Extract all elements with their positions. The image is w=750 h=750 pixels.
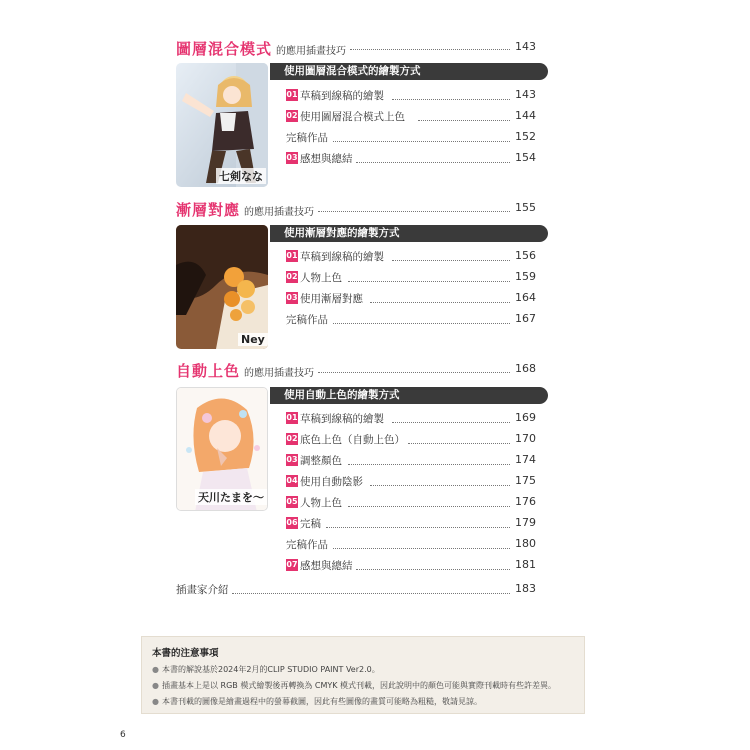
toc-item-label: 插畫家介紹: [176, 583, 229, 596]
page-ref: 164: [515, 291, 536, 304]
leader-dots: [370, 485, 510, 486]
toc-item-label: 底色上色（自動上色）: [300, 433, 405, 446]
toc-item[interactable]: [286, 312, 328, 326]
toc-item-label: 完稿作品: [286, 313, 328, 326]
bullet-icon: ●: [152, 681, 159, 690]
toc-item[interactable]: [286, 432, 405, 446]
step-number-badge: 03: [286, 455, 298, 464]
toc-item-label: 草稿到線稿的繪製: [300, 250, 384, 263]
page-ref: 152: [515, 130, 536, 143]
toc-item-label: 人物上色: [300, 271, 342, 284]
toc-item[interactable]: [286, 109, 405, 123]
section-title-text: 漸層對應: [176, 201, 241, 219]
leader-dots: [318, 372, 510, 373]
page-ref: 155: [515, 201, 536, 214]
section-title-2: [176, 199, 314, 220]
toc-item[interactable]: [286, 411, 384, 425]
artist-name: Ney: [238, 333, 268, 346]
toc-item-label: 感想與總結: [300, 559, 353, 572]
toc-item-label: 使用漸層對應: [300, 292, 363, 305]
section-title-text: 圖層混合模式: [176, 40, 273, 58]
toc-item-label: 草稿到線稿的繪製: [300, 412, 384, 425]
page-ref: 175: [515, 474, 536, 487]
toc-item-label: 完稿作品: [286, 538, 328, 551]
notes-title: 本書的注意事項: [152, 648, 219, 659]
leader-dots: [392, 422, 510, 423]
section-title-text: 自動上色: [176, 362, 241, 380]
page-ref: 159: [515, 270, 536, 283]
page-number: 6: [120, 730, 126, 740]
leader-dots: [333, 323, 510, 324]
toc-item[interactable]: [286, 249, 384, 263]
leader-dots: [356, 162, 510, 163]
step-number-badge: 03: [286, 153, 298, 162]
illustration-thumbnail-3: [176, 387, 268, 511]
note-item: [152, 678, 574, 694]
toc-item[interactable]: [286, 88, 384, 102]
section-title-suffix: 的應用插畫技巧: [276, 46, 347, 57]
step-number-badge: 03: [286, 293, 298, 302]
toc-item[interactable]: [286, 130, 328, 144]
section-title-suffix: 的應用插畫技巧: [244, 368, 315, 379]
page-ref: 179: [515, 516, 536, 529]
illustrator-profile-entry[interactable]: [176, 582, 229, 596]
step-number-badge: 01: [286, 90, 298, 99]
bullet-icon: ●: [152, 697, 159, 706]
page-ref: 167: [515, 312, 536, 325]
illustration-thumbnail-2: [176, 225, 268, 349]
toc-item[interactable]: [286, 151, 353, 165]
bullet-icon: ●: [152, 665, 159, 674]
leader-dots: [333, 141, 510, 142]
method-banner-2: 使用漸層對應的繪製方式: [270, 225, 548, 242]
toc-item-label: 調整顏色: [300, 454, 342, 467]
page-ref: 170: [515, 432, 536, 445]
leader-dots: [408, 443, 510, 444]
toc-item-label: 使用自動陰影: [300, 475, 363, 488]
leader-dots: [348, 464, 510, 465]
toc-item[interactable]: [286, 516, 321, 530]
page-ref: 156: [515, 249, 536, 262]
page-ref: 180: [515, 537, 536, 550]
illustration-2-image: [176, 225, 268, 349]
note-item: [152, 694, 574, 710]
toc-item-label: 人物上色: [300, 496, 342, 509]
note-text: 插畫基本上是以 RGB 模式繪製後再轉換為 CMYK 模式刊載，因此說明中的顏色可能與實際刊載時有些許差異。: [161, 681, 557, 690]
step-number-badge: 06: [286, 518, 298, 527]
step-number-badge: 02: [286, 434, 298, 443]
leader-dots: [348, 506, 510, 507]
leader-dots: [418, 120, 510, 121]
artist-name: 七剣なな: [216, 168, 266, 184]
section-title-3: [176, 360, 314, 381]
leader-dots: [392, 260, 510, 261]
section-title-suffix: 的應用插畫技巧: [244, 207, 315, 218]
leader-dots: [333, 548, 510, 549]
toc-item-label: 使用圖層混合模式上色: [300, 110, 405, 123]
leader-dots: [392, 99, 510, 100]
toc-item-label: 感想與總結: [300, 152, 353, 165]
page-ref: 181: [515, 558, 536, 571]
step-number-badge: 04: [286, 476, 298, 485]
leader-dots: [348, 281, 510, 282]
page-ref: 174: [515, 453, 536, 466]
note-text: 本書刊載的圖像是繪畫過程中的螢幕截圖，因此有些圖像的畫質可能略為粗糙，敬請見諒。: [161, 697, 482, 706]
page-ref: 176: [515, 495, 536, 508]
artist-name: 天川たまを〜: [195, 489, 267, 505]
leader-dots: [356, 569, 510, 570]
toc-item[interactable]: [286, 291, 363, 305]
section-title-1: [176, 38, 346, 59]
leader-dots: [370, 302, 510, 303]
page-ref: 183: [515, 582, 536, 595]
note-text: 本書的解說基於2024年2月的CLIP STUDIO PAINT Ver2.0。: [161, 665, 380, 674]
page-ref: 143: [515, 88, 536, 101]
step-number-badge: 02: [286, 111, 298, 120]
step-number-badge: 01: [286, 413, 298, 422]
note-item: [152, 662, 574, 678]
toc-item[interactable]: [286, 474, 363, 488]
step-number-badge: 07: [286, 560, 298, 569]
page-ref: 144: [515, 109, 536, 122]
illustration-thumbnail-1: [176, 63, 268, 187]
leader-dots: [326, 527, 510, 528]
toc-item[interactable]: [286, 270, 342, 284]
step-number-badge: 01: [286, 251, 298, 260]
step-number-badge: 02: [286, 272, 298, 281]
leader-dots: [232, 593, 510, 594]
page-ref: 143: [515, 40, 536, 53]
toc-item[interactable]: [286, 558, 353, 572]
step-number-badge: 05: [286, 497, 298, 506]
toc-item[interactable]: [286, 453, 342, 467]
leader-dots: [350, 49, 510, 50]
toc-item-label: 草稿到線稿的繪製: [300, 89, 384, 102]
leader-dots: [318, 211, 510, 212]
toc-item-label: 完稿作品: [286, 131, 328, 144]
page-ref: 154: [515, 151, 536, 164]
method-banner-3: 使用自動上色的繪製方式: [270, 387, 548, 404]
notes-box: [141, 636, 585, 714]
toc-item[interactable]: [286, 537, 328, 551]
toc-item-label: 完稿: [300, 517, 321, 530]
page-ref: 169: [515, 411, 536, 424]
toc-item[interactable]: [286, 495, 342, 509]
page-ref: 168: [515, 362, 536, 375]
method-banner-1: 使用圖層混合模式的繪製方式: [270, 63, 548, 80]
